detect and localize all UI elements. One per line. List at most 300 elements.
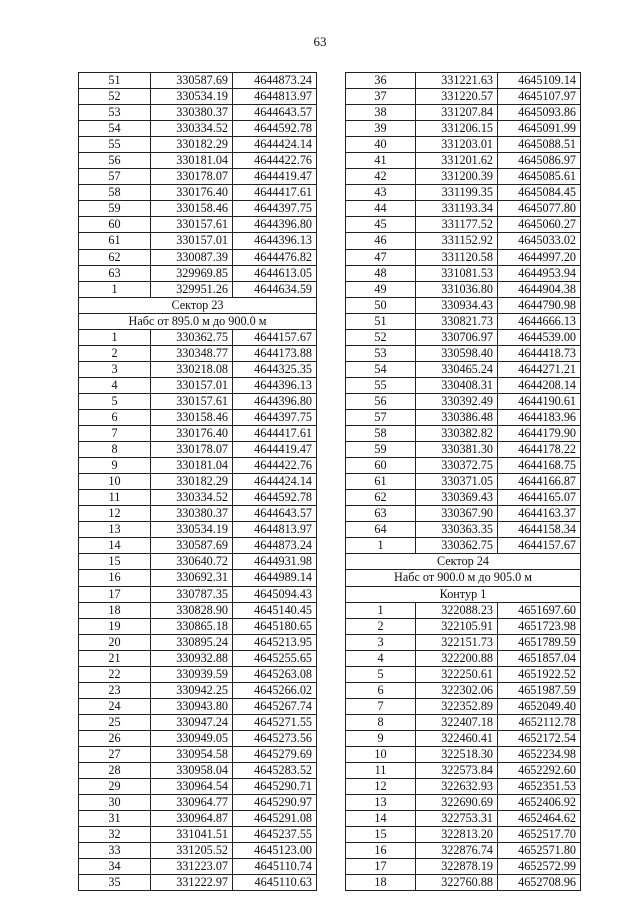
- x-coordinate: 330587.69: [151, 73, 233, 89]
- point-number: 24: [79, 698, 151, 714]
- y-coordinate: 4644178.22: [498, 442, 581, 458]
- table-row: [346, 666, 581, 682]
- y-coordinate: 4644183.96: [498, 409, 581, 425]
- right-rows-after: [346, 602, 581, 891]
- point-number: 62: [346, 490, 416, 506]
- y-coordinate: 4644418.73: [498, 345, 581, 361]
- y-coordinate: 4645109.14: [498, 73, 581, 89]
- point-number: 52: [79, 89, 151, 105]
- y-coordinate: 4645290.97: [233, 795, 317, 811]
- point-number: 63: [346, 506, 416, 522]
- x-coordinate: 322250.61: [416, 666, 498, 682]
- point-number: 62: [79, 249, 151, 265]
- y-coordinate: 4645110.63: [233, 875, 317, 891]
- point-number: 38: [346, 105, 416, 121]
- x-coordinate: 331201.62: [416, 153, 498, 169]
- point-number: 1: [346, 538, 416, 554]
- point-number: 1: [79, 281, 151, 297]
- x-coordinate: 331177.52: [416, 217, 498, 233]
- x-coordinate: 330958.04: [151, 763, 233, 779]
- table-row: [79, 426, 317, 442]
- point-number: 60: [346, 458, 416, 474]
- page-number: 63: [313, 34, 327, 49]
- point-number: 28: [79, 763, 151, 779]
- point-number: 32: [79, 827, 151, 843]
- x-coordinate: 330182.29: [151, 137, 233, 153]
- y-coordinate: 4645290.71: [233, 779, 317, 795]
- y-coordinate: 4645033.02: [498, 233, 581, 249]
- table-row: [79, 281, 317, 297]
- x-coordinate: 330895.24: [151, 634, 233, 650]
- point-number: 33: [79, 843, 151, 859]
- y-coordinate: 4652049.40: [498, 698, 581, 714]
- point-number: 61: [79, 233, 151, 249]
- left-rows-before: [79, 73, 317, 298]
- table-row: [346, 795, 581, 811]
- point-number: 5: [79, 393, 151, 409]
- point-number: 52: [346, 329, 416, 345]
- y-coordinate: 4644173.88: [233, 345, 317, 361]
- x-coordinate: 330371.05: [416, 474, 498, 490]
- point-number: 10: [79, 474, 151, 490]
- right-coordinates-table: [345, 72, 581, 891]
- table-row: [346, 73, 581, 89]
- x-coordinate: 330382.82: [416, 426, 498, 442]
- point-number: 55: [346, 377, 416, 393]
- x-coordinate: 330587.69: [151, 538, 233, 554]
- table-row: [346, 313, 581, 329]
- point-number: 40: [346, 137, 416, 153]
- table-row: [346, 185, 581, 201]
- x-coordinate: 330934.43: [416, 297, 498, 313]
- table-row: [346, 698, 581, 714]
- x-coordinate: 330386.48: [416, 409, 498, 425]
- point-number: 10: [346, 746, 416, 762]
- y-coordinate: 4652351.53: [498, 779, 581, 795]
- point-number: 63: [79, 265, 151, 281]
- y-coordinate: 4652234.98: [498, 746, 581, 762]
- x-coordinate: 322632.93: [416, 779, 498, 795]
- y-coordinate: 4644424.14: [233, 474, 317, 490]
- left-sector-header: [79, 297, 317, 329]
- x-coordinate: 330534.19: [151, 89, 233, 105]
- y-coordinate: 4652112.78: [498, 714, 581, 730]
- point-number: 9: [346, 730, 416, 746]
- table-row: [346, 169, 581, 185]
- table-row: [346, 474, 581, 490]
- y-coordinate: 4644424.14: [233, 137, 317, 153]
- table-row: [346, 811, 581, 827]
- point-number: 2: [346, 618, 416, 634]
- table-row: [346, 490, 581, 506]
- x-coordinate: 330334.52: [151, 121, 233, 137]
- table-row: [79, 763, 317, 779]
- y-coordinate: 4644396.13: [233, 377, 317, 393]
- point-number: 3: [79, 361, 151, 377]
- table-row: [79, 843, 317, 859]
- table-row: [79, 105, 317, 121]
- x-coordinate: 330598.40: [416, 345, 498, 361]
- x-coordinate: 330178.07: [151, 442, 233, 458]
- x-coordinate: 331221.63: [416, 73, 498, 89]
- y-coordinate: 4644163.37: [498, 506, 581, 522]
- x-coordinate: 330181.04: [151, 458, 233, 474]
- point-number: 4: [346, 650, 416, 666]
- y-coordinate: 4644643.57: [233, 506, 317, 522]
- point-number: 20: [79, 634, 151, 650]
- sector-range: Набс от 895.0 м до 900.0 м: [79, 313, 317, 329]
- table-row: [346, 522, 581, 538]
- table-row: [79, 795, 317, 811]
- x-coordinate: 330157.01: [151, 233, 233, 249]
- point-number: 8: [79, 442, 151, 458]
- table-row: [346, 89, 581, 105]
- y-coordinate: 4645271.55: [233, 714, 317, 730]
- point-number: 11: [79, 490, 151, 506]
- table-row: [346, 442, 581, 458]
- x-coordinate: 330372.75: [416, 458, 498, 474]
- point-number: 53: [79, 105, 151, 121]
- point-number: 58: [346, 426, 416, 442]
- point-number: 16: [79, 570, 151, 586]
- x-coordinate: 331081.53: [416, 265, 498, 281]
- point-number: 54: [79, 121, 151, 137]
- x-coordinate: 330392.49: [416, 393, 498, 409]
- y-coordinate: 4644592.78: [233, 121, 317, 137]
- table-row: [346, 153, 581, 169]
- point-number: 17: [79, 586, 151, 602]
- point-number: 9: [79, 458, 151, 474]
- table-row: [346, 634, 581, 650]
- x-coordinate: 330939.59: [151, 666, 233, 682]
- point-number: 41: [346, 153, 416, 169]
- x-coordinate: 330964.87: [151, 811, 233, 827]
- table-row: [79, 265, 317, 281]
- point-number: 60: [79, 217, 151, 233]
- point-number: 59: [79, 201, 151, 217]
- y-coordinate: 4644396.13: [233, 233, 317, 249]
- x-coordinate: 322813.20: [416, 827, 498, 843]
- right-sector-header: [346, 554, 581, 602]
- table-row: [79, 153, 317, 169]
- point-number: 6: [346, 682, 416, 698]
- table-row: [79, 121, 317, 137]
- table-row: [79, 875, 317, 891]
- x-coordinate: 330157.01: [151, 377, 233, 393]
- x-coordinate: 330380.37: [151, 506, 233, 522]
- point-number: 22: [79, 666, 151, 682]
- left-rows-after: [79, 329, 317, 891]
- y-coordinate: 4644953.94: [498, 265, 581, 281]
- x-coordinate: 330787.35: [151, 586, 233, 602]
- x-coordinate: 322151.73: [416, 634, 498, 650]
- y-coordinate: 4645266.02: [233, 682, 317, 698]
- table-row: [346, 875, 581, 891]
- point-number: 43: [346, 185, 416, 201]
- table-row: [346, 361, 581, 377]
- x-coordinate: 330943.80: [151, 698, 233, 714]
- x-coordinate: 330176.40: [151, 185, 233, 201]
- table-row: [79, 73, 317, 89]
- x-coordinate: 330367.90: [416, 506, 498, 522]
- table-row: [79, 442, 317, 458]
- point-number: 44: [346, 201, 416, 217]
- table-row: [79, 827, 317, 843]
- x-coordinate: 330942.25: [151, 682, 233, 698]
- x-coordinate: 331036.80: [416, 281, 498, 297]
- table-row: [79, 361, 317, 377]
- point-number: 64: [346, 522, 416, 538]
- point-number: 3: [346, 634, 416, 650]
- y-coordinate: 4644158.34: [498, 522, 581, 538]
- x-coordinate: 322352.89: [416, 698, 498, 714]
- x-coordinate: 330157.61: [151, 217, 233, 233]
- table-row: [79, 137, 317, 153]
- x-coordinate: 330828.90: [151, 602, 233, 618]
- y-coordinate: 4644397.75: [233, 201, 317, 217]
- x-coordinate: 330947.24: [151, 714, 233, 730]
- point-number: 39: [346, 121, 416, 137]
- point-number: 18: [346, 875, 416, 891]
- y-coordinate: 4644422.76: [233, 458, 317, 474]
- table-row: [346, 618, 581, 634]
- x-coordinate: 330157.61: [151, 393, 233, 409]
- x-coordinate: 322573.84: [416, 763, 498, 779]
- y-coordinate: 4644419.47: [233, 442, 317, 458]
- table-row: [79, 650, 317, 666]
- point-number: 55: [79, 137, 151, 153]
- point-number: 13: [346, 795, 416, 811]
- table-row: [79, 169, 317, 185]
- x-coordinate: 322690.69: [416, 795, 498, 811]
- table-row: [79, 185, 317, 201]
- x-coordinate: 330181.04: [151, 153, 233, 169]
- table-row: [79, 779, 317, 795]
- point-number: 7: [79, 426, 151, 442]
- y-coordinate: 4644179.90: [498, 426, 581, 442]
- y-coordinate: 4645060.27: [498, 217, 581, 233]
- y-coordinate: 4644476.82: [233, 249, 317, 265]
- point-number: 35: [79, 875, 151, 891]
- x-coordinate: 330087.39: [151, 249, 233, 265]
- point-number: 47: [346, 249, 416, 265]
- x-coordinate: 331041.51: [151, 827, 233, 843]
- table-row: [346, 682, 581, 698]
- x-coordinate: 331220.57: [416, 89, 498, 105]
- point-number: 19: [79, 618, 151, 634]
- table-row: [346, 714, 581, 730]
- y-coordinate: 4645180.65: [233, 618, 317, 634]
- table-row: [79, 618, 317, 634]
- point-number: 15: [79, 554, 151, 570]
- point-number: 61: [346, 474, 416, 490]
- table-row: [79, 490, 317, 506]
- y-coordinate: 4645085.61: [498, 169, 581, 185]
- point-number: 27: [79, 746, 151, 762]
- table-row: [79, 746, 317, 762]
- table-row: [346, 859, 581, 875]
- point-number: 58: [79, 185, 151, 201]
- table-row: [79, 474, 317, 490]
- table-row: [346, 426, 581, 442]
- x-coordinate: 330640.72: [151, 554, 233, 570]
- table-row: [346, 650, 581, 666]
- x-coordinate: 330334.52: [151, 490, 233, 506]
- x-coordinate: 322518.30: [416, 746, 498, 762]
- point-number: 2: [79, 345, 151, 361]
- y-coordinate: 4644157.67: [498, 538, 581, 554]
- x-coordinate: 322753.31: [416, 811, 498, 827]
- table-row: [346, 730, 581, 746]
- point-number: 37: [346, 89, 416, 105]
- point-number: 54: [346, 361, 416, 377]
- table-row: [79, 714, 317, 730]
- x-coordinate: 330362.75: [416, 538, 498, 554]
- y-coordinate: 4645107.97: [498, 89, 581, 105]
- y-coordinate: 4645255.65: [233, 650, 317, 666]
- table-row: [79, 666, 317, 682]
- point-number: 15: [346, 827, 416, 843]
- right-rows-before: [346, 73, 581, 554]
- y-coordinate: 4645123.00: [233, 843, 317, 859]
- table-row: [346, 281, 581, 297]
- point-number: 59: [346, 442, 416, 458]
- table-row: [79, 730, 317, 746]
- table-row: [79, 393, 317, 409]
- point-number: 29: [79, 779, 151, 795]
- y-coordinate: 4645283.52: [233, 763, 317, 779]
- y-coordinate: 4644190.61: [498, 393, 581, 409]
- table-row: [79, 698, 317, 714]
- point-number: 36: [346, 73, 416, 89]
- y-coordinate: 4644813.97: [233, 522, 317, 538]
- y-coordinate: 4644790.98: [498, 297, 581, 313]
- x-coordinate: 330465.24: [416, 361, 498, 377]
- y-coordinate: 4652464.62: [498, 811, 581, 827]
- y-coordinate: 4645084.45: [498, 185, 581, 201]
- y-coordinate: 4644417.61: [233, 185, 317, 201]
- y-coordinate: 4645086.97: [498, 153, 581, 169]
- point-number: 50: [346, 297, 416, 313]
- table-row: [346, 538, 581, 554]
- y-coordinate: 4651987.59: [498, 682, 581, 698]
- x-coordinate: 331203.01: [416, 137, 498, 153]
- point-number: 51: [79, 73, 151, 89]
- table-row: [79, 522, 317, 538]
- y-coordinate: 4644613.05: [233, 265, 317, 281]
- table-row: [346, 249, 581, 265]
- y-coordinate: 4645213.95: [233, 634, 317, 650]
- point-number: 1: [79, 329, 151, 345]
- table-row: [346, 458, 581, 474]
- x-coordinate: 330706.97: [416, 329, 498, 345]
- x-coordinate: 330964.77: [151, 795, 233, 811]
- y-coordinate: 4644904.38: [498, 281, 581, 297]
- table-row: [79, 233, 317, 249]
- table-row: [79, 538, 317, 554]
- x-coordinate: 331193.34: [416, 201, 498, 217]
- y-coordinate: 4645291.08: [233, 811, 317, 827]
- point-number: 17: [346, 859, 416, 875]
- x-coordinate: 330534.19: [151, 522, 233, 538]
- table-row: [79, 682, 317, 698]
- y-coordinate: 4645088.51: [498, 137, 581, 153]
- table-row: [346, 506, 581, 522]
- point-number: 13: [79, 522, 151, 538]
- y-coordinate: 4644643.57: [233, 105, 317, 121]
- table-row: [79, 554, 317, 570]
- table-row: [346, 121, 581, 137]
- table-row: [346, 329, 581, 345]
- point-number: 8: [346, 714, 416, 730]
- table-row: [79, 345, 317, 361]
- x-coordinate: 330348.77: [151, 345, 233, 361]
- table-row: [79, 201, 317, 217]
- sector-range: Набс от 900.0 м до 905.0 м: [346, 570, 581, 586]
- y-coordinate: 4645140.45: [233, 602, 317, 618]
- y-coordinate: 4644539.00: [498, 329, 581, 345]
- y-coordinate: 4644873.24: [233, 73, 317, 89]
- x-coordinate: 330182.29: [151, 474, 233, 490]
- y-coordinate: 4644989.14: [233, 570, 317, 586]
- x-coordinate: 331207.84: [416, 105, 498, 121]
- table-row: [79, 586, 317, 602]
- x-coordinate: 322200.88: [416, 650, 498, 666]
- y-coordinate: 4644397.75: [233, 409, 317, 425]
- point-number: 6: [79, 409, 151, 425]
- point-number: 56: [79, 153, 151, 169]
- x-coordinate: 322876.74: [416, 843, 498, 859]
- table-row: [346, 137, 581, 153]
- table-row: [79, 811, 317, 827]
- point-number: 34: [79, 859, 151, 875]
- table-row: [79, 249, 317, 265]
- x-coordinate: 330954.58: [151, 746, 233, 762]
- x-coordinate: 330158.46: [151, 409, 233, 425]
- point-number: 49: [346, 281, 416, 297]
- y-coordinate: 4645263.08: [233, 666, 317, 682]
- x-coordinate: 331223.07: [151, 859, 233, 875]
- y-coordinate: 4644873.24: [233, 538, 317, 554]
- x-coordinate: 329969.85: [151, 265, 233, 281]
- y-coordinate: 4652517.70: [498, 827, 581, 843]
- x-coordinate: 322407.18: [416, 714, 498, 730]
- x-coordinate: 322088.23: [416, 602, 498, 618]
- point-number: 7: [346, 698, 416, 714]
- table-row: [346, 297, 581, 313]
- table-row: [346, 393, 581, 409]
- point-number: 42: [346, 169, 416, 185]
- table-row: [346, 843, 581, 859]
- x-coordinate: 331199.35: [416, 185, 498, 201]
- point-number: 11: [346, 763, 416, 779]
- x-coordinate: 330865.18: [151, 618, 233, 634]
- left-coordinates-table: [78, 72, 317, 891]
- y-coordinate: 4652406.92: [498, 795, 581, 811]
- table-row: [346, 409, 581, 425]
- x-coordinate: 331205.52: [151, 843, 233, 859]
- y-coordinate: 4652708.96: [498, 875, 581, 891]
- table-row: [79, 409, 317, 425]
- table-row: [79, 458, 317, 474]
- y-coordinate: 4644157.67: [233, 329, 317, 345]
- point-number: 26: [79, 730, 151, 746]
- y-coordinate: 4645091.99: [498, 121, 581, 137]
- y-coordinate: 4645237.55: [233, 827, 317, 843]
- table-row: [346, 746, 581, 762]
- x-coordinate: 330408.31: [416, 377, 498, 393]
- table-row: [346, 377, 581, 393]
